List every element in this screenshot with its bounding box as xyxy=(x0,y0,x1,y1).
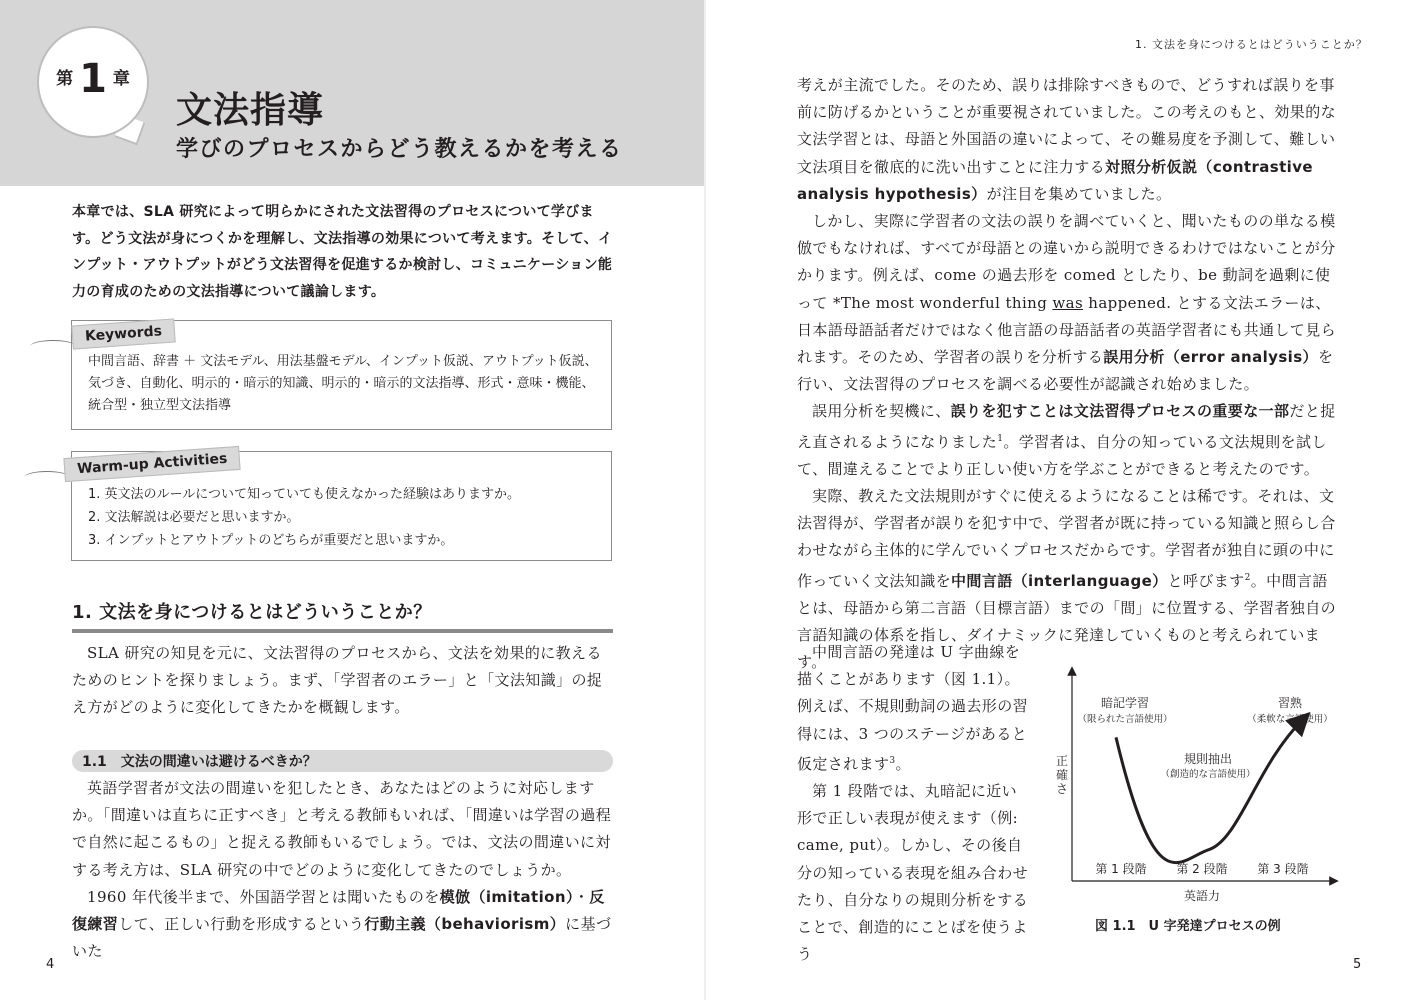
keywords-text: 中間言語、辞書 ＋ 文法モデル、用法基盤モデル、インプット仮説、アウトプット仮説、気づき、自動化、明示的・暗示的知識、明示的・暗示的文法指導、形式・意味・機能、統合型・独立型文法指導 xyxy=(88,354,598,413)
y-axis-label-char: さ xyxy=(1056,782,1069,796)
annotation-title-1: 暗記学習 xyxy=(1100,696,1150,710)
subsection-heading: 1.1 文法の間違いは避けるべきか？ xyxy=(82,754,317,770)
footnote-ref: 1 xyxy=(997,433,1004,444)
running-head: 1. 文法を身につけるとはどういうことか？ xyxy=(1135,38,1368,51)
chapter-number-digit: 1 xyxy=(79,56,107,102)
section-rule xyxy=(72,629,613,633)
text-run: 。 xyxy=(895,754,911,773)
text-run: 誤用分析を契機に、 xyxy=(812,402,951,421)
text-run: に基づいた xyxy=(72,915,612,961)
bold-term: 行動主義（behaviorism） xyxy=(364,915,566,934)
page-gutter xyxy=(704,0,706,1000)
paragraph xyxy=(797,398,1337,483)
text-run: 1960 年代後半まで、外国語学習とは聞いたものを xyxy=(87,887,440,906)
stage-label-2: 第 2 段階 xyxy=(1176,862,1228,876)
paragraph: SLA 研究の知見を元に、文法習得のプロセスから、文法を効果的に教えるためのヒントを探りましょう。まず、「学習者のエラー」と「文法知識」の捉え方がどのように変化してきたかを概観します。 xyxy=(72,644,603,717)
section-heading: 1. 文法を身につけるとはどういうことか？ xyxy=(72,602,432,623)
u-curve-line xyxy=(1116,720,1302,862)
text-run: 。学習者は、自分の知っている文法規則を試して、間違えることでより正しい使い方を学ぶことができると考えたのです。 xyxy=(797,432,1327,478)
bold-term: 対照分析仮説（contrastive analysis hypothesis） xyxy=(797,157,1313,203)
left-page xyxy=(0,0,705,1000)
subsection-body xyxy=(72,775,613,965)
bold-term: 誤りを犯すことは文法習得プロセスの重要な一部 xyxy=(950,402,1290,421)
u-curve-figure xyxy=(1044,665,1344,915)
text-run: happened. とする文法エラーは、日本語母語話者だけではなく他言語の母語話者の英語学習者にも共通して見られます。そのため、学習者の誤りを分析する xyxy=(797,293,1337,367)
annotation-note-3: （柔軟な言語使用） xyxy=(1247,714,1333,725)
text-run: 考えが主流でした。そのため、誤りは排除すべきもので、どうすれば誤りを事前に防げるかということが重要視されていました。この考えのもと、効果的な文法学習とは、母語と外国語の違いによって、その難易度を予測して、難しい文法項目を徹底的に洗い出すことに注力する xyxy=(797,76,1337,176)
annotation-title-3: 習熟 xyxy=(1277,696,1303,710)
text-run: 実際、教えた文法規則がすぐに使えるようになることは稀です。それは、文法習得が、学習者が誤りを犯す中で、学習者が既に持っている知識と照らし合わせながら主体的に学んでいくプロセスだからです。学習者が独自に頭の中に作っていく文法知識を xyxy=(797,487,1336,590)
figure-caption: 図 1.1 U 字発達プロセスの例 xyxy=(1095,919,1281,934)
warmup-list xyxy=(88,483,600,552)
underlined-word: was xyxy=(1052,293,1084,312)
bold-term: 模倣（imitation） xyxy=(439,887,574,906)
footnote-ref: 3 xyxy=(889,755,896,766)
stage-label-1: 第 1 段階 xyxy=(1095,862,1147,876)
chapter-title: 文法指導 xyxy=(176,90,325,131)
y-axis-label-char: 正 xyxy=(1056,754,1069,768)
text-run: 中間言語の発達は U 字曲線を描くことがあります（図 1.1）。例えば、不規則動詞の過去形の習得には、3 つのステージがあると仮定されます xyxy=(797,643,1029,773)
keywords-tag: Keywords xyxy=(71,318,175,349)
page-number-right: 5 xyxy=(1353,957,1362,972)
x-axis-label: 英語力 xyxy=(1183,889,1221,903)
footnote-ref: 2 xyxy=(1244,572,1251,583)
paragraph xyxy=(797,208,1337,398)
text-run: が注目を集めていました。 xyxy=(986,184,1172,203)
bold-term: 反復練習 xyxy=(72,887,605,934)
paragraph: 英語学習者が文法の間違いを犯したとき、あなたはどのように対応しますか。「間違いは直ちに正すべき」と考える教師もいれば、「間違いは学習の過程で自然に起こるもの」と捉える教師もいるでしょう。では、文法の間違いに対する考え方は、SLA 研究の中でどのように変化してきたのでしょうか。 xyxy=(72,779,612,879)
annotation-title-2: 規則抽出 xyxy=(1183,752,1233,766)
warmup-item: 3. インプットとアウトプットのどちらが重要だと思いますか。 xyxy=(88,533,454,548)
text-run: しかし、実際に学習者の文法の誤りを調べていくと、聞いたものの単なる模倣でもなければ、すべてが母語との違いから説明できるわけではないことが分かります。例えば、come の過去形を comed としたり、be 動詞を過剰に使って *The most wonderful thing xyxy=(797,212,1336,312)
bold-term: 誤用分析（error analysis） xyxy=(1103,348,1318,367)
chapter-suffix: 章 xyxy=(112,69,130,89)
text-run: して、正しい行動を形成するという xyxy=(118,915,365,934)
annotation-note-1: （限られた言語使用） xyxy=(1077,714,1173,725)
y-axis-label-char: 確 xyxy=(1056,768,1069,782)
warmup-item: 1. 英文法のルールについて知っていても使えなかった経験はありますか。 xyxy=(88,487,521,502)
paragraph xyxy=(72,884,613,966)
section-paragraph xyxy=(72,640,613,722)
warmup-item: 2. 文法解説は必要だと思いますか。 xyxy=(88,510,300,525)
chapter-prefix: 第 xyxy=(56,69,74,89)
chapter-subtitle: 学びのプロセスからどう教えるかを考える xyxy=(176,137,623,162)
text-run: を行い、文法習得のプロセスを調べる必要性が認識され始めました。 xyxy=(797,348,1334,394)
paragraph: 第 1 段階では、丸暗記に近い形で正しい表現が使えます（例: came, put）。しかし、その後自分の知っている表現を組み合わせたり、自分なりの規則分析をすることで、創造的にことばを使うよう xyxy=(797,782,1029,964)
annotation-note-2: （創造的な言語使用） xyxy=(1160,769,1256,780)
tag-string-icon xyxy=(24,471,70,484)
bold-term: 中間言語（interlanguage） xyxy=(951,571,1168,590)
tag-string-icon xyxy=(30,340,76,353)
page-number-left: 4 xyxy=(46,957,55,972)
text-run: と呼びます xyxy=(1167,571,1245,590)
y-axis-label xyxy=(1056,754,1068,796)
figure-wrap-text xyxy=(797,639,1029,968)
chapter-intro: 本章では、SLA 研究によって明らかにされた文法習得のプロセスについて学びます。どう文法が身につくかを理解し、文法指導の効果について考えます。そして、インプット・アウトプットがどう文法習得を促進するか検討し、コミュニケーション能力の育成のための文法指導について議論します。 xyxy=(72,204,613,300)
text-run: 。中間言語とは、母語から第二言語（目標言語）までの「間」に位置する、学習者独自の言語知識の体系を指し、ダイナミックに発達していくものと考えられています。 xyxy=(797,571,1337,672)
right-page-body xyxy=(797,72,1337,676)
text-run: ・ xyxy=(573,887,590,906)
warmup-tag: Warm-up Activities xyxy=(63,446,241,482)
text-run: だと捉え直されるようになりました xyxy=(797,402,1336,451)
paragraph xyxy=(797,72,1337,208)
chapter-number xyxy=(37,56,149,102)
paragraph xyxy=(797,639,1029,778)
stage-label-3: 第 3 段階 xyxy=(1257,862,1309,876)
